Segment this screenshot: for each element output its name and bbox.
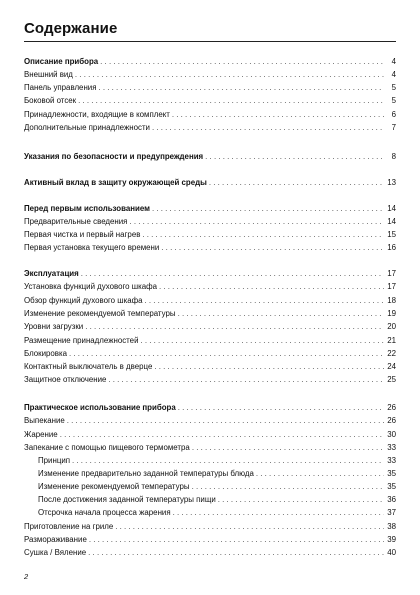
dot-leader	[88, 547, 384, 558]
toc-entry-label: Предварительные сведения	[24, 217, 128, 226]
toc-entry	[24, 415, 396, 426]
toc-entry	[24, 521, 396, 532]
dot-leader	[129, 216, 384, 227]
toc-entry	[24, 242, 396, 253]
toc-section-heading	[24, 151, 396, 162]
toc-entry-label: Первая установка текущего времени	[24, 243, 160, 252]
toc-entry-label: Контактный выключатель в дверце	[24, 362, 153, 371]
toc-entry-page: 4	[391, 57, 396, 66]
toc-entry	[24, 348, 396, 359]
dot-leader	[85, 321, 384, 332]
toc-entry-page: 17	[387, 282, 396, 291]
toc-entry-page: 13	[387, 178, 396, 187]
toc-entry-label: Уровни загрузки	[24, 322, 84, 331]
toc-entry	[24, 547, 396, 558]
toc-entry-page: 38	[387, 522, 396, 531]
dot-leader	[152, 203, 384, 214]
toc-entry-label: Указания по безопасности и предупреждения	[24, 152, 204, 161]
toc-entry	[24, 308, 396, 319]
toc-entry	[24, 95, 396, 106]
toc-entry-page: 18	[387, 296, 396, 305]
toc-entry-page: 21	[387, 336, 396, 345]
toc-entry	[24, 295, 396, 306]
dot-leader	[256, 468, 384, 479]
toc-entry-label: Принцип	[38, 456, 71, 465]
toc-entry-page: 19	[387, 309, 396, 318]
toc-entry-page: 33	[387, 443, 396, 452]
toc-entry-label: Принадлежности, входящие в комплект	[24, 110, 170, 119]
dot-leader	[78, 95, 384, 106]
toc-entry-page: 37	[387, 508, 396, 517]
dot-leader	[69, 348, 384, 359]
dot-leader	[192, 442, 384, 453]
toc-entry-label: Приготовление на гриле	[24, 522, 114, 531]
toc-entry-page: 5	[391, 96, 396, 105]
dot-leader	[161, 242, 384, 253]
toc-entry-label: Размораживание	[24, 535, 87, 544]
toc-entry	[24, 82, 396, 93]
dot-leader	[100, 56, 384, 67]
dot-leader	[115, 521, 384, 532]
toc-entry-page: 6	[391, 110, 396, 119]
dot-leader	[72, 455, 384, 466]
dot-leader	[209, 177, 384, 188]
toc-entry-label: Дополнительные принадлежности	[24, 123, 150, 132]
toc-entry-page: 20	[387, 322, 396, 331]
toc-entry	[24, 429, 396, 440]
toc-entry	[24, 481, 396, 492]
toc-entry-label: Панель управления	[24, 83, 97, 92]
toc-section-heading	[24, 56, 396, 67]
toc-entry-label: Первая чистка и первый нагрев	[24, 230, 141, 239]
dot-leader	[67, 415, 384, 426]
toc-entry-page: 30	[387, 430, 396, 439]
toc-entry-page: 16	[387, 243, 396, 252]
toc-entry-page: 17	[387, 269, 396, 278]
toc-entry-page: 40	[387, 548, 396, 557]
toc-entry-page: 35	[387, 469, 396, 478]
toc-entry-label: Изменение рекомендуемой температуры	[24, 309, 176, 318]
toc-entry-label: Изменение предварительно заданной температуры блюда	[38, 469, 254, 478]
dot-leader	[192, 481, 384, 492]
toc-entry	[24, 122, 396, 133]
page-title: Содержание	[24, 20, 118, 37]
toc-entry-label: Отсрочка начала процесса жарения	[38, 508, 171, 517]
toc-entry-label: После достижения заданной температуры пищи	[38, 495, 216, 504]
toc-entry-label: Эксплуатация	[24, 269, 79, 278]
toc-entry-label: Изменение рекомендуемой температуры	[38, 482, 190, 491]
toc-entry-page: 14	[387, 217, 396, 226]
toc-entry-page: 8	[391, 152, 396, 161]
dot-leader	[142, 229, 384, 240]
toc-entry	[24, 494, 396, 505]
toc-entry-page: 39	[387, 535, 396, 544]
dot-leader	[159, 281, 384, 292]
toc-entry-label: Выпекание	[24, 416, 65, 425]
page-number: 2	[24, 572, 29, 581]
toc-entry-page: 25	[387, 375, 396, 384]
toc-entry	[24, 361, 396, 372]
dot-leader	[173, 507, 384, 518]
toc-entry-page: 26	[387, 416, 396, 425]
dot-leader	[140, 335, 384, 346]
toc-entry-label: Сушка / Вяление	[24, 548, 87, 557]
toc-section-heading	[24, 177, 396, 188]
toc-entry-label: Боковой отсек	[24, 96, 77, 105]
toc-entry-label: Активный вклад в защиту окружающей среды	[24, 178, 207, 187]
toc-entry-label: Описание прибора	[24, 57, 99, 66]
toc-entry-page: 7	[391, 123, 396, 132]
dot-leader	[99, 82, 385, 93]
toc-entry	[24, 534, 396, 545]
toc-entry-label: Защитное отключение	[24, 375, 107, 384]
dot-leader	[154, 361, 384, 372]
toc-entry-page: 14	[387, 204, 396, 213]
dot-leader	[218, 494, 384, 505]
dot-leader	[152, 122, 384, 133]
toc-entry-page: 36	[387, 495, 396, 504]
dot-leader	[81, 268, 384, 279]
dot-leader	[89, 534, 384, 545]
toc-entry-page: 4	[391, 70, 396, 79]
dot-leader	[60, 429, 384, 440]
toc-entry-page: 22	[387, 349, 396, 358]
toc-entry	[24, 335, 396, 346]
toc-section-heading	[24, 203, 396, 214]
toc-entry-label: Практическое использование прибора	[24, 403, 176, 412]
dot-leader	[178, 402, 384, 413]
dot-leader	[178, 308, 384, 319]
toc-entry-page: 33	[387, 456, 396, 465]
toc-section-heading	[24, 402, 396, 413]
toc-entry-page: 15	[387, 230, 396, 239]
dot-leader	[144, 295, 384, 306]
toc-entry	[24, 455, 396, 466]
toc-entry	[24, 374, 396, 385]
toc-entry	[24, 321, 396, 332]
toc-entry-page: 5	[391, 83, 396, 92]
toc-entry-page: 26	[387, 403, 396, 412]
toc-entry	[24, 69, 396, 80]
toc-entry-label: Жарение	[24, 430, 58, 439]
toc-entry	[24, 216, 396, 227]
title-underline	[24, 41, 396, 42]
toc-entry-label: Внешний вид	[24, 70, 73, 79]
dot-leader	[205, 151, 384, 162]
dot-leader	[75, 69, 384, 80]
toc-entry-label: Перед первым использованием	[24, 204, 150, 213]
toc-entry-label: Размещение принадлежностей	[24, 336, 139, 345]
toc-entry-label: Запекание с помощью пищевого термометра	[24, 443, 190, 452]
toc-entry	[24, 468, 396, 479]
toc-entry	[24, 507, 396, 518]
toc-entry	[24, 229, 396, 240]
toc-entry-label: Установка функций духового шкафа	[24, 282, 157, 291]
toc-entry-label: Обзор функций духового шкафа	[24, 296, 143, 305]
dot-leader	[108, 374, 384, 385]
toc-section-heading	[24, 268, 396, 279]
dot-leader	[172, 109, 384, 120]
toc-entry-label: Блокировка	[24, 349, 68, 358]
toc-entry	[24, 442, 396, 453]
toc-entry	[24, 109, 396, 120]
toc-entry-page: 35	[387, 482, 396, 491]
toc-entry-page: 24	[387, 362, 396, 371]
toc-entry	[24, 281, 396, 292]
